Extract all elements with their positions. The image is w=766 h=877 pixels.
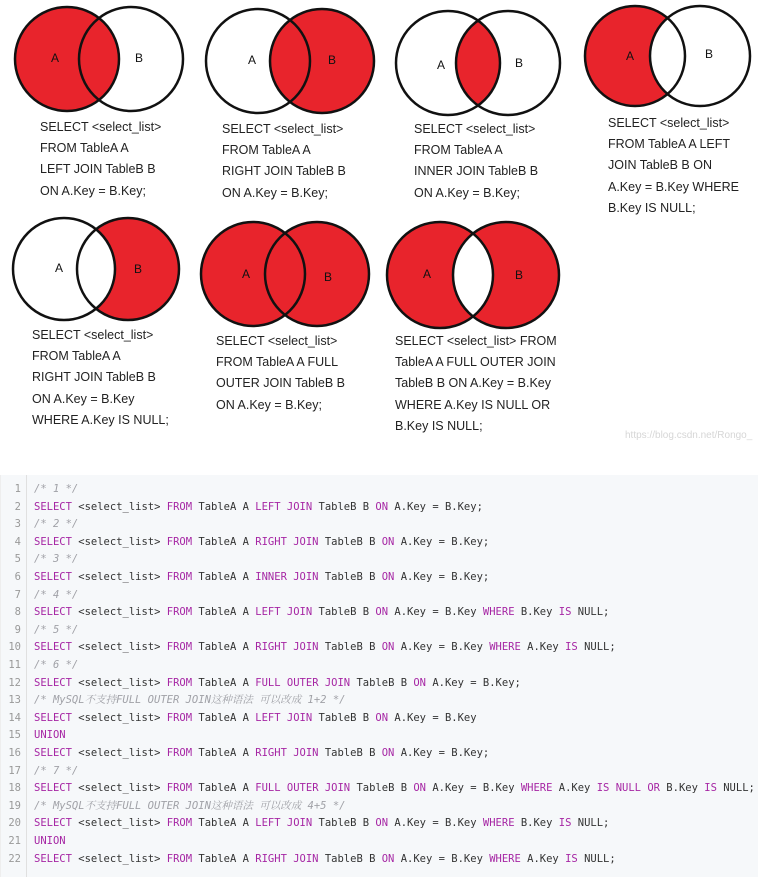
venn-label-b: B bbox=[514, 268, 524, 282]
code-text: SELECT <select_list> FROM TableA A LEFT JOIN TableB B ON A.Key = B.Key WHERE B.Key IS NULL; bbox=[34, 817, 610, 830]
venn-label-a: A bbox=[54, 261, 64, 275]
venn-fill-region bbox=[387, 222, 559, 328]
line-number: 20 bbox=[8, 817, 21, 830]
code-text: /* 2 */ bbox=[34, 518, 79, 531]
line-number: 1 bbox=[14, 483, 21, 495]
caption-line: FROM TableA A LEFT bbox=[608, 137, 731, 152]
code-line bbox=[1, 763, 758, 781]
code-line bbox=[1, 710, 758, 728]
caption-line: ON A.Key = B.Key bbox=[32, 391, 135, 406]
code-text: SELECT <select_list> FROM TableA A RIGHT JOIN TableB B ON A.Key = B.Key WHERE A.Key IS NULL; bbox=[34, 641, 616, 654]
caption-line: SELECT <select_list> bbox=[32, 328, 154, 342]
code-text: /* 5 */ bbox=[34, 623, 79, 636]
venn-diagram-left-excluding bbox=[581, 2, 761, 114]
caption-line: SELECT <select_list> FROM bbox=[395, 334, 557, 348]
caption-line: TableB B ON A.Key = B.Key bbox=[395, 376, 551, 391]
code-line bbox=[1, 604, 758, 622]
line-number: 11 bbox=[8, 659, 21, 671]
code-text: /* 1 */ bbox=[34, 483, 79, 495]
line-number: 13 bbox=[8, 694, 21, 707]
code-text: SELECT <select_list> FROM TableA A FULL OUTER JOIN TableB B ON A.Key = B.Key; bbox=[34, 676, 521, 689]
sql-caption-left-join bbox=[40, 117, 161, 202]
code-line bbox=[1, 815, 758, 833]
venn-fill-region bbox=[585, 6, 750, 106]
venn-label-b: B bbox=[704, 47, 714, 61]
code-text: SELECT <select_list> FROM TableA A LEFT JOIN TableB B ON A.Key = B.Key WHERE B.Key IS NULL; bbox=[34, 606, 610, 619]
line-number: 14 bbox=[8, 711, 21, 724]
code-text: SELECT <select_list> FROM TableA A FULL OUTER JOIN TableB B ON A.Key = B.Key WHERE A.Key IS NULL OR B.Key IS NULL; bbox=[34, 782, 755, 795]
line-number: 21 bbox=[8, 835, 21, 847]
line-number: 12 bbox=[8, 676, 21, 689]
venn-label-a: A bbox=[436, 58, 446, 72]
venn-label-b: B bbox=[133, 262, 143, 276]
caption-line: ON A.Key = B.Key; bbox=[216, 397, 322, 412]
code-text: SELECT <select_list> FROM TableA A LEFT JOIN TableB B ON A.Key = B.Key bbox=[34, 711, 477, 724]
line-number: 19 bbox=[8, 799, 21, 812]
caption-line: B.Key IS NULL; bbox=[608, 200, 696, 215]
venn-label-a: A bbox=[50, 51, 60, 65]
caption-line: B.Key IS NULL; bbox=[395, 418, 483, 433]
line-number: 2 bbox=[14, 500, 21, 513]
venn-label-a: A bbox=[422, 267, 432, 281]
caption-line: FROM TableA A bbox=[222, 143, 311, 158]
venn-diagram-full-outer-join bbox=[196, 219, 376, 331]
code-line bbox=[1, 798, 758, 816]
caption-line: SELECT <select_list> bbox=[222, 122, 344, 136]
caption-line: WHERE A.Key IS NULL OR bbox=[395, 397, 551, 412]
line-number: 18 bbox=[8, 782, 21, 795]
sql-caption-full-outer-join bbox=[216, 331, 345, 416]
line-number: 4 bbox=[14, 535, 21, 548]
code-line bbox=[1, 551, 758, 569]
sql-caption-left-excluding bbox=[608, 113, 739, 219]
caption-line: RIGHT JOIN TableB B bbox=[222, 164, 346, 179]
venn-label-a: A bbox=[247, 53, 257, 67]
code-line bbox=[1, 569, 758, 587]
caption-line: ON A.Key = B.Key; bbox=[414, 185, 520, 200]
caption-line: FROM TableA A bbox=[40, 141, 129, 156]
venn-diagram-right-excluding bbox=[6, 215, 186, 327]
caption-line: LEFT JOIN TableB B bbox=[40, 162, 156, 177]
caption-line: FROM TableA A bbox=[414, 143, 503, 158]
code-line bbox=[1, 745, 758, 763]
line-number: 16 bbox=[8, 747, 21, 759]
caption-line: FROM TableA A bbox=[32, 349, 121, 364]
line-number: 7 bbox=[14, 588, 21, 601]
code-line bbox=[1, 692, 758, 710]
code-text: SELECT <select_list> FROM TableA A RIGHT JOIN TableB B ON A.Key = B.Key WHERE A.Key IS NULL; bbox=[34, 852, 616, 865]
caption-line: ON A.Key = B.Key; bbox=[222, 185, 328, 200]
code-text: SELECT <select_list> FROM TableA A RIGHT JOIN TableB B ON A.Key = B.Key; bbox=[34, 535, 490, 548]
venn-label-b: B bbox=[134, 51, 144, 65]
code-line bbox=[1, 833, 758, 851]
watermark: https://blog.csdn.net/Rongo_ bbox=[625, 430, 753, 441]
sql-caption-right-join bbox=[222, 119, 346, 204]
caption-line: RIGHT JOIN TableB B bbox=[32, 370, 156, 385]
venn-diagram-right-join bbox=[200, 6, 380, 122]
line-number: 6 bbox=[14, 571, 21, 583]
code-text: /* 4 */ bbox=[34, 588, 79, 601]
code-line bbox=[1, 587, 758, 605]
venn-label-b: B bbox=[327, 53, 337, 67]
code-line bbox=[1, 639, 758, 657]
code-line bbox=[1, 481, 758, 499]
caption-line: ON A.Key = B.Key; bbox=[40, 183, 146, 198]
code-line bbox=[1, 534, 758, 552]
code-line bbox=[1, 727, 758, 745]
caption-line: A.Key = B.Key WHERE bbox=[608, 179, 739, 194]
venn-diagram-left-join bbox=[8, 4, 188, 120]
venn-diagram-inner-join bbox=[391, 8, 571, 124]
caption-line: SELECT <select_list> bbox=[414, 122, 536, 136]
sql-caption-right-excluding bbox=[32, 325, 169, 431]
code-text: SELECT <select_list> FROM TableA A INNER JOIN TableB B ON A.Key = B.Key; bbox=[34, 571, 490, 583]
line-number: 5 bbox=[14, 553, 21, 566]
caption-line: SELECT <select_list> bbox=[608, 116, 730, 130]
venn-fill-region bbox=[13, 218, 179, 320]
line-number: 15 bbox=[8, 729, 21, 742]
line-number: 8 bbox=[14, 606, 21, 619]
caption-line: WHERE A.Key IS NULL; bbox=[32, 412, 169, 427]
caption-line: JOIN TableB B ON bbox=[608, 158, 712, 173]
line-number: 17 bbox=[8, 764, 21, 777]
code-line bbox=[1, 851, 758, 869]
venn-label-b: B bbox=[323, 270, 333, 284]
venn-diagram-outer-excluding bbox=[380, 219, 560, 331]
sql-code-block[interactable] bbox=[0, 475, 758, 877]
caption-line: SELECT <select_list> bbox=[40, 120, 162, 134]
caption-line: FROM TableA A FULL bbox=[216, 355, 339, 370]
caption-line: INNER JOIN TableB B bbox=[414, 164, 539, 179]
code-text: UNION bbox=[34, 729, 66, 742]
code-line bbox=[1, 675, 758, 693]
code-text: /* MySQL不支持FULL OUTER JOIN这种语法 可以改成 4+5 */ bbox=[34, 799, 346, 812]
line-number: 9 bbox=[14, 623, 21, 636]
code-line bbox=[1, 499, 758, 517]
code-line bbox=[1, 657, 758, 675]
venn-label-b: B bbox=[514, 56, 524, 70]
code-text: SELECT <select_list> FROM TableA A LEFT JOIN TableB B ON A.Key = B.Key; bbox=[34, 500, 483, 513]
sql-caption-inner-join bbox=[414, 119, 538, 204]
code-line bbox=[1, 516, 758, 534]
line-number: 3 bbox=[14, 518, 21, 531]
code-text: SELECT <select_list> FROM TableA A RIGHT JOIN TableB B ON A.Key = B.Key; bbox=[34, 747, 490, 759]
caption-line: TableA A FULL OUTER JOIN bbox=[395, 355, 556, 370]
code-line bbox=[1, 780, 758, 798]
code-line bbox=[1, 622, 758, 640]
code-text: /* MySQL不支持FULL OUTER JOIN这种语法 可以改成 1+2 */ bbox=[34, 694, 346, 707]
code-text: /* 3 */ bbox=[34, 553, 79, 566]
venn-fill-region bbox=[201, 222, 369, 326]
line-number: 10 bbox=[8, 641, 21, 654]
venn-label-a: A bbox=[625, 49, 635, 63]
venn-label-a: A bbox=[241, 267, 251, 281]
code-text: UNION bbox=[34, 835, 66, 847]
code-text: /* 7 */ bbox=[34, 764, 79, 777]
line-number: 22 bbox=[8, 852, 21, 865]
code-text: /* 6 */ bbox=[34, 659, 79, 671]
caption-line: SELECT <select_list> bbox=[216, 334, 338, 348]
caption-line: OUTER JOIN TableB B bbox=[216, 376, 345, 391]
sql-caption-outer-excluding bbox=[395, 331, 557, 437]
